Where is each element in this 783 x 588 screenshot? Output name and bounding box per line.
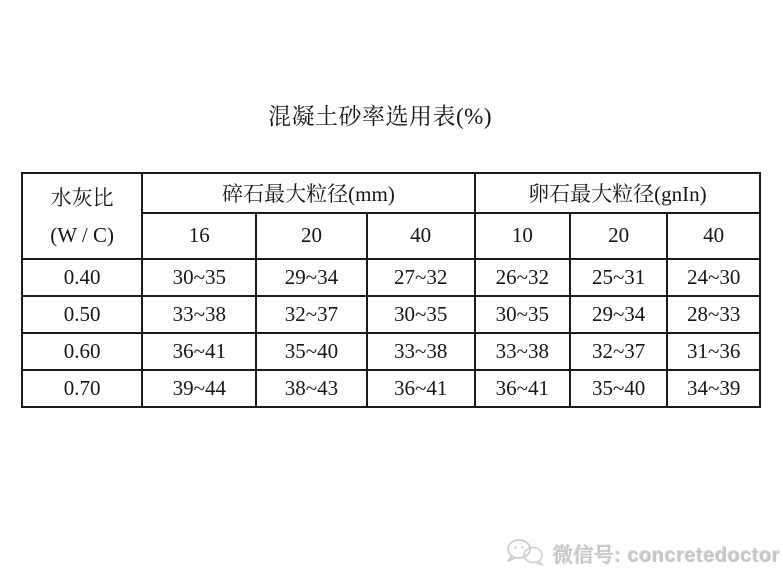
table-header-group-row: [22, 173, 760, 213]
header-subcol: 40: [667, 213, 760, 259]
cell-value: 35~40: [570, 370, 667, 407]
header-subcol: 16: [142, 213, 256, 259]
cell-value: 29~34: [256, 259, 366, 296]
sand-ratio-table: [21, 172, 761, 408]
cell-wc-ratio: 0.70: [22, 370, 142, 407]
cell-value: 38~43: [256, 370, 366, 407]
cell-value: 30~35: [142, 259, 256, 296]
table-row: [22, 296, 760, 333]
watermark: [505, 537, 780, 569]
cell-value: 24~30: [667, 259, 760, 296]
header-subcol: 10: [475, 213, 570, 259]
cell-value: 36~41: [142, 333, 256, 370]
header-subcol: 20: [570, 213, 667, 259]
table-row: [22, 370, 760, 407]
header-water-cement-ratio-symbol: (W / C): [50, 223, 115, 247]
cell-value: 27~32: [367, 259, 475, 296]
cell-value: 36~41: [475, 370, 570, 407]
header-group-crushed-stone: 碎石最大粒径(mm): [142, 173, 474, 213]
cell-value: 31~36: [667, 333, 760, 370]
cell-value: 34~39: [667, 370, 760, 407]
cell-wc-ratio: 0.40: [22, 259, 142, 296]
page-title: 混凝土砂率选用表(%): [268, 104, 492, 129]
header-subcol: 40: [367, 213, 475, 259]
cell-value: 39~44: [142, 370, 256, 407]
cell-value: 26~32: [475, 259, 570, 296]
cell-value: 25~31: [570, 259, 667, 296]
watermark-label: 微信号: concretedoctor: [553, 544, 781, 567]
wechat-icon: [505, 537, 545, 569]
table-row: [22, 333, 760, 370]
cell-value: 28~33: [667, 296, 760, 333]
header-water-cement-ratio-label: 水灰比: [50, 186, 114, 210]
cell-value: 33~38: [142, 296, 256, 333]
table-row: [22, 259, 760, 296]
cell-value: 30~35: [475, 296, 570, 333]
cell-value: 32~37: [256, 296, 366, 333]
cell-value: 32~37: [570, 333, 667, 370]
header-subcol: 20: [256, 213, 366, 259]
cell-value: 33~38: [475, 333, 570, 370]
header-water-cement-ratio: [22, 173, 142, 259]
cell-wc-ratio: 0.60: [22, 333, 142, 370]
cell-value: 29~34: [570, 296, 667, 333]
cell-value: 35~40: [256, 333, 366, 370]
cell-value: 33~38: [367, 333, 475, 370]
cell-wc-ratio: 0.50: [22, 296, 142, 333]
cell-value: 30~35: [367, 296, 475, 333]
header-group-pebble: 卵石最大粒径(gnIn): [475, 173, 760, 213]
cell-value: 36~41: [367, 370, 475, 407]
